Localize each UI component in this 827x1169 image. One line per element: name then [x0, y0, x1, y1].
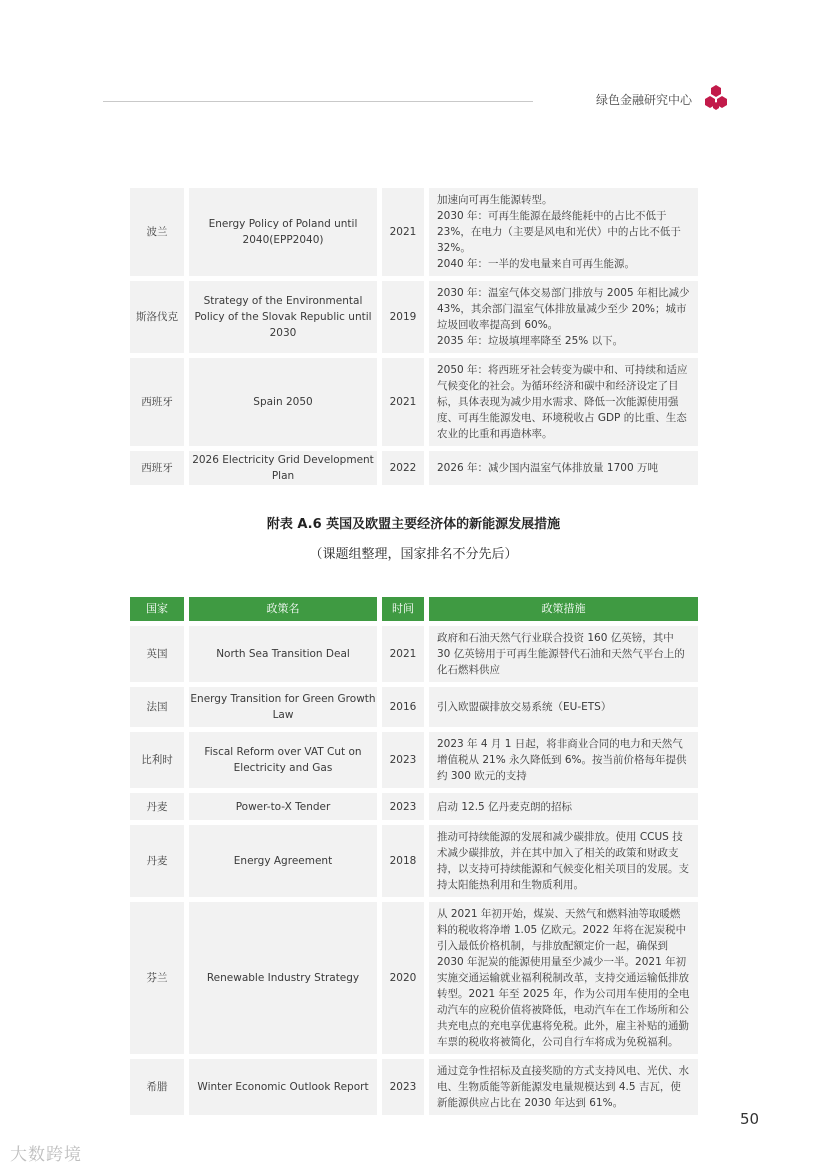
measures-cell: 推动可持续能源的发展和减少碳排放。使用 CCUS 技术减少碳排放，并在其中加入了相关的政策和财政支持，以支持可持续能源和气候变化相关项目的发展。支持太阳能热利用和生物质利用。	[424, 825, 698, 902]
country-cell: 波兰	[130, 188, 184, 281]
measures-cell: 2023 年 4 月 1 日起，将非商业合同的电力和天然气增值税从 21% 永久降低到 6%。按当前价格每年提供约 300 欧元的支持	[424, 732, 698, 793]
year-cell: 2021	[377, 188, 424, 281]
measures-cell: 引入欧盟碳排放交易系统（EU-ETS）	[424, 687, 698, 732]
table-caption-title: 附表 A.6 英国及欧盟主要经济体的新能源发展措施	[266, 517, 561, 532]
header-country: 国家	[130, 597, 184, 626]
policy-name-cell: 2026 Electricity Grid Development Plan	[184, 451, 377, 490]
policy-name-cell: Winter Economic Outlook Report	[184, 1059, 377, 1120]
table-row	[130, 687, 698, 732]
country-cell: 英国	[130, 626, 184, 687]
year-cell: 2023	[377, 793, 424, 825]
measures-cell: 加速向可再生能源转型。 2030 年：可再生能源在最终能耗中的占比不低于 23%，在电力（主要是风电和光伏）中的占比不低于 32%。 2040 年：一半的发电量来自可再生能源。	[424, 188, 698, 281]
table-row	[130, 1059, 698, 1120]
country-cell: 斯洛伐克	[130, 281, 184, 358]
hexagon-cluster-logo-icon	[704, 85, 728, 111]
measures-cell: 启动 12.5 亿丹麦克朗的招标	[424, 793, 698, 825]
header-org-name: 绿色金融研究中心	[596, 93, 693, 107]
table-row	[130, 902, 698, 1059]
policy-name-cell: Energy Transition for Green Growth Law	[184, 687, 377, 732]
measures-cell: 从 2021 年初开始，煤炭、天然气和燃料油等取暖燃料的税收将净增 1.05 亿欧元。2022 年将在泥炭税中引入最低价格机制，与排放配额定价一起，确保到 2030 年泥炭的能源使用量至少减少一半。2021 年初实施交通运输就业福利税制改革，支持交通运输低排放转型。2021 年至 2025 年，作为公司用车使用的全电动汽车的应税价值将被降低，电动汽车在工作场所和公共充电点的充电享优惠将免税。此外，雇主补贴的通勤车票的税收将被简化，公司自行车将成为免税福利。	[424, 902, 698, 1059]
table-row	[130, 281, 698, 358]
country-cell: 比利时	[130, 732, 184, 793]
policy-table-continued	[130, 188, 698, 490]
table-row	[130, 825, 698, 902]
year-cell: 2021	[377, 358, 424, 451]
table-row	[130, 451, 698, 490]
country-cell: 西班牙	[130, 358, 184, 451]
policy-name-cell: Renewable Industry Strategy	[184, 902, 377, 1059]
header-policy: 政策名	[184, 597, 377, 626]
policy-name-cell: North Sea Transition Deal	[184, 626, 377, 687]
measures-cell: 2026 年：减少国内温室气体排放量 1700 万吨	[424, 451, 698, 490]
measures-cell: 政府和石油天然气行业联合投资 160 亿英镑，其中 30 亿英镑用于可再生能源替代石油和天然气平台上的化石燃料供应	[424, 626, 698, 687]
header-year: 时间	[377, 597, 424, 626]
policy-name-cell: Energy Policy of Poland until 2040(EPP2040)	[184, 188, 377, 281]
country-cell: 丹麦	[130, 793, 184, 825]
policy-name-cell: Power-to-X Tender	[184, 793, 377, 825]
year-cell: 2019	[377, 281, 424, 358]
measures-cell: 2030 年：温室气体交易部门排放与 2005 年相比减少 43%，其余部门温室气体排放量减少至少 20%；城市垃圾回收率提高到 60%。 2035 年：垃圾填埋率降至 25% 以下。	[424, 281, 698, 358]
year-cell: 2023	[377, 732, 424, 793]
country-cell: 希腊	[130, 1059, 184, 1120]
new-energy-measures-table	[130, 597, 698, 1120]
page-number: 50	[740, 1110, 760, 1128]
policy-name-cell: Spain 2050	[184, 358, 377, 451]
table-caption-subtitle: （课题组整理，国家排名不分先后）	[309, 547, 518, 562]
table-row	[130, 358, 698, 451]
country-cell: 芬兰	[130, 902, 184, 1059]
policy-name-cell: Fiscal Reform over VAT Cut on Electricity and Gas	[184, 732, 377, 793]
year-cell: 2020	[377, 902, 424, 1059]
year-cell: 2021	[377, 626, 424, 687]
measures-cell: 2050 年：将西班牙社会转变为碳中和、可持续和适应气候变化的社会。为循环经济和碳中和经济设定了目标，具体表现为减少用水需求、降低一次能源使用强度、可再生能源发电、环境税收占 GDP 的比重、生态农业的比重和再造林率。	[424, 358, 698, 451]
year-cell: 2023	[377, 1059, 424, 1120]
measures-cell: 通过竞争性招标及直接奖励的方式支持风电、光伏、水电、生物质能等新能源发电量规模达到 4.5 吉瓦，使新能源供应占比在 2030 年达到 61%。	[424, 1059, 698, 1120]
policy-name-cell: Strategy of the Environmental Policy of the Slovak Republic until 2030	[184, 281, 377, 358]
table-row	[130, 626, 698, 687]
table-header-row	[130, 597, 698, 626]
header-measures: 政策措施	[424, 597, 698, 626]
policy-name-cell: Energy Agreement	[184, 825, 377, 902]
country-cell: 丹麦	[130, 825, 184, 902]
country-cell: 法国	[130, 687, 184, 732]
table-row	[130, 732, 698, 793]
watermark: 大数跨境	[10, 1145, 82, 1165]
year-cell: 2022	[377, 451, 424, 490]
header-rule	[103, 101, 533, 102]
year-cell: 2016	[377, 687, 424, 732]
year-cell: 2018	[377, 825, 424, 902]
country-cell: 西班牙	[130, 451, 184, 490]
table-row	[130, 793, 698, 825]
table-row	[130, 188, 698, 281]
